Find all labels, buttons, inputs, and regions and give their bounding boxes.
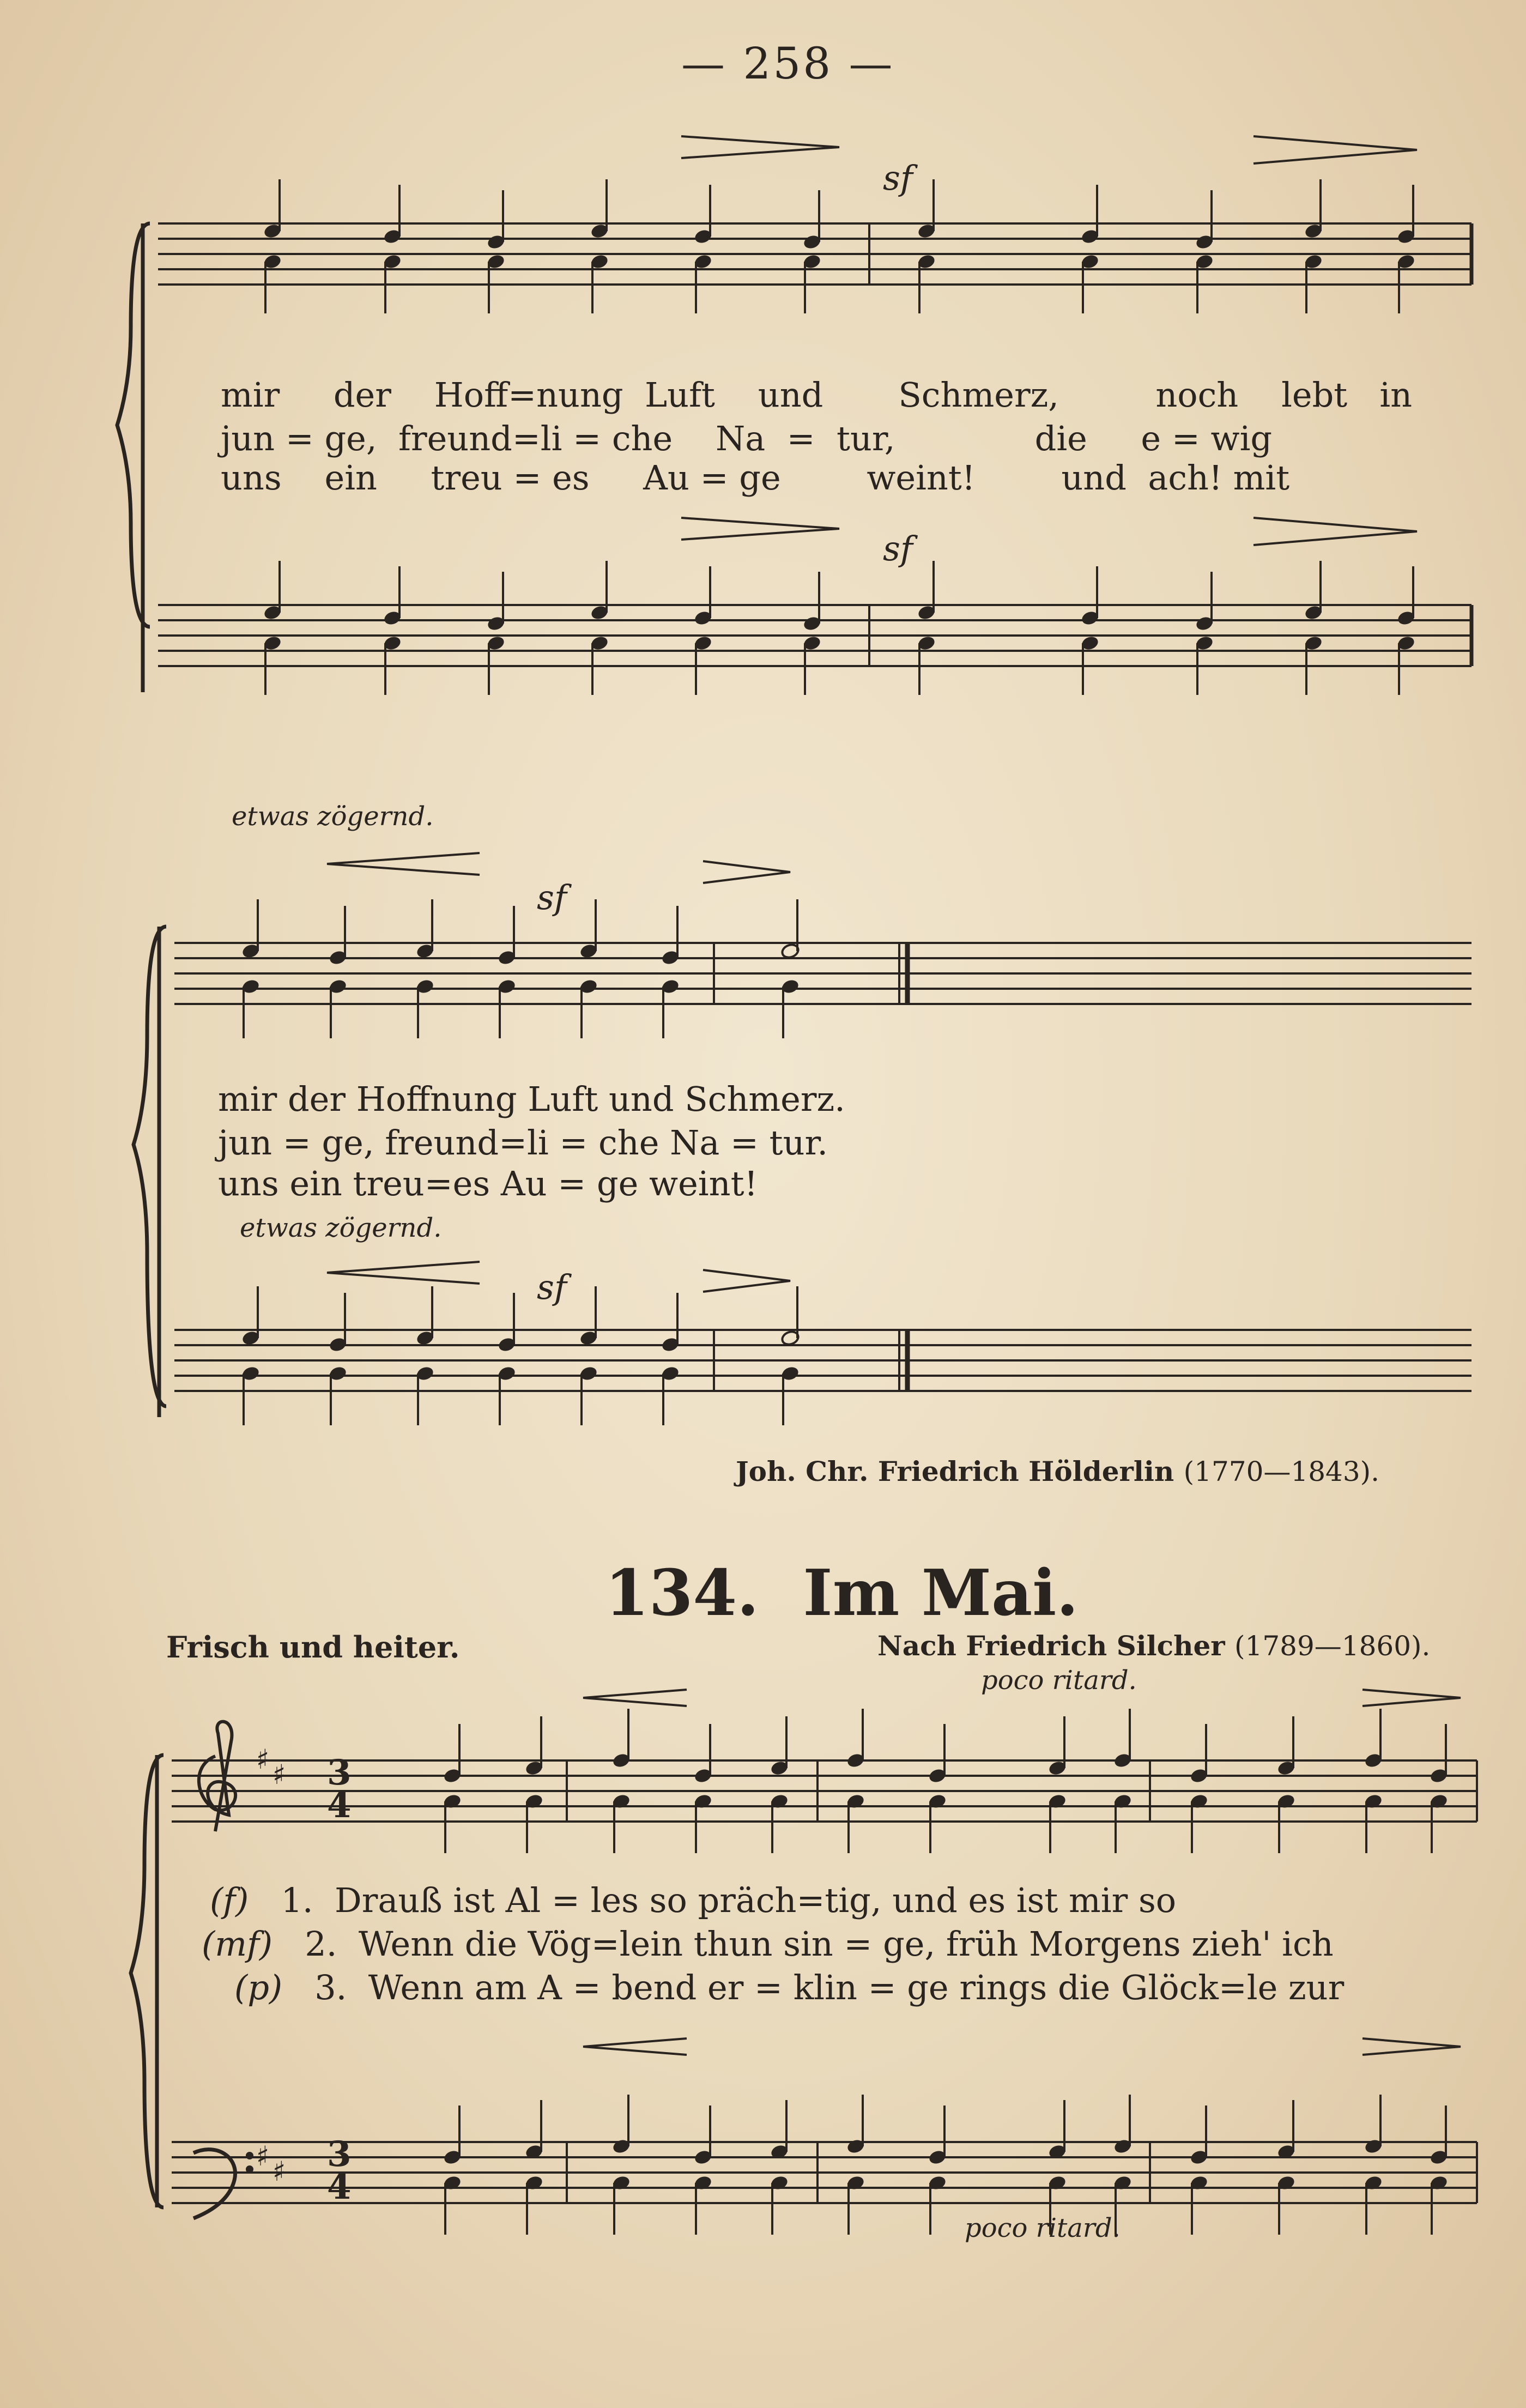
- s2-tempo-top: etwas zögernd.: [232, 801, 434, 832]
- crescendo-hairpin: [681, 136, 839, 158]
- composer-dates: (1789—1860).: [1234, 1630, 1431, 1662]
- s2-sf-top: sf: [537, 878, 567, 917]
- poet-dates: (1770—1843).: [1183, 1456, 1380, 1487]
- page-number: — 258 —: [681, 38, 895, 89]
- time-sig-top-num: 3: [327, 1752, 352, 1793]
- s1-sf-bottom: sf: [883, 529, 913, 568]
- s2-sf-bottom: sf: [537, 1267, 567, 1307]
- s2-lyric-line-2: jun = ge, freund=li = che Na = tur.: [218, 1123, 828, 1163]
- sharp-sign: ♯: [272, 2156, 286, 2187]
- verse-2-number: 2.: [305, 1924, 337, 1964]
- s2-lyric-line-1: mir der Hoffnung Luft und Schmerz.: [218, 1079, 845, 1119]
- sharp-sign: ♯: [256, 1744, 270, 1775]
- sharp-sign: ♯: [256, 2140, 270, 2172]
- s1-sf-top: sf: [883, 158, 913, 198]
- song-tempo: Frisch und heiter.: [166, 1630, 460, 1665]
- song-number: 134.: [605, 1556, 759, 1630]
- time-sig-bottom-den: 4: [327, 2167, 352, 2207]
- s2-tempo-bottom: etwas zögernd.: [240, 1213, 442, 1243]
- system-1-brace: [117, 223, 150, 627]
- verse-1-number: 1.: [281, 1880, 313, 1920]
- composer-name: Nach Friedrich Silcher: [877, 1630, 1225, 1662]
- verse-2: [202, 1924, 1334, 1964]
- verse-2-dynamic: (mf): [202, 1924, 273, 1964]
- s1-lyric-line-1: mir der Hoff=nung Luft und Schmerz, noch lebt in: [221, 375, 1413, 415]
- poet-credit: [736, 1455, 1379, 1487]
- time-sig-bottom-num: 3: [327, 2134, 352, 2175]
- verse-3: [234, 1968, 1344, 2007]
- verse-1: [210, 1880, 1176, 1920]
- song-title: Im Mai.: [803, 1556, 1079, 1630]
- composer-credit: [877, 1630, 1430, 1662]
- sharp-sign: ♯: [272, 1759, 286, 1790]
- verse-2-text: Wenn die Vög=lein thun sin = ge, früh Morgens zieh' ich: [358, 1924, 1334, 1964]
- verse-1-text: Drauß ist Al = les so präch=tig, und es ist mir so: [335, 1880, 1177, 1920]
- poco-ritard-bottom: poco ritard.: [965, 2213, 1121, 2243]
- time-sig-top-den: 4: [327, 1785, 352, 1826]
- s1-lyric-line-2: jun = ge, freund=li = che Na = tur, die e = wig: [221, 419, 1273, 458]
- decrescendo-hairpin: [1254, 136, 1417, 164]
- s2-lyric-line-3: uns ein treu=es Au = ge weint!: [218, 1164, 758, 1203]
- song-heading: [605, 1556, 1079, 1630]
- s1-lyric-line-3: uns ein treu = es Au = ge weint! und ach! mit: [221, 458, 1290, 498]
- verse-3-dynamic: (p): [234, 1968, 283, 2007]
- verse-3-number: 3.: [314, 1968, 347, 2007]
- verse-1-dynamic: (f): [210, 1880, 249, 1920]
- poco-ritard-top: poco ritard.: [981, 1665, 1137, 1696]
- verse-3-text: Wenn am A = bend er = klin = ge rings die Glöck=le zur: [368, 1968, 1345, 2007]
- poet-name: Joh. Chr. Friedrich Hölderlin: [736, 1455, 1174, 1487]
- bass-clef: [193, 2150, 235, 2218]
